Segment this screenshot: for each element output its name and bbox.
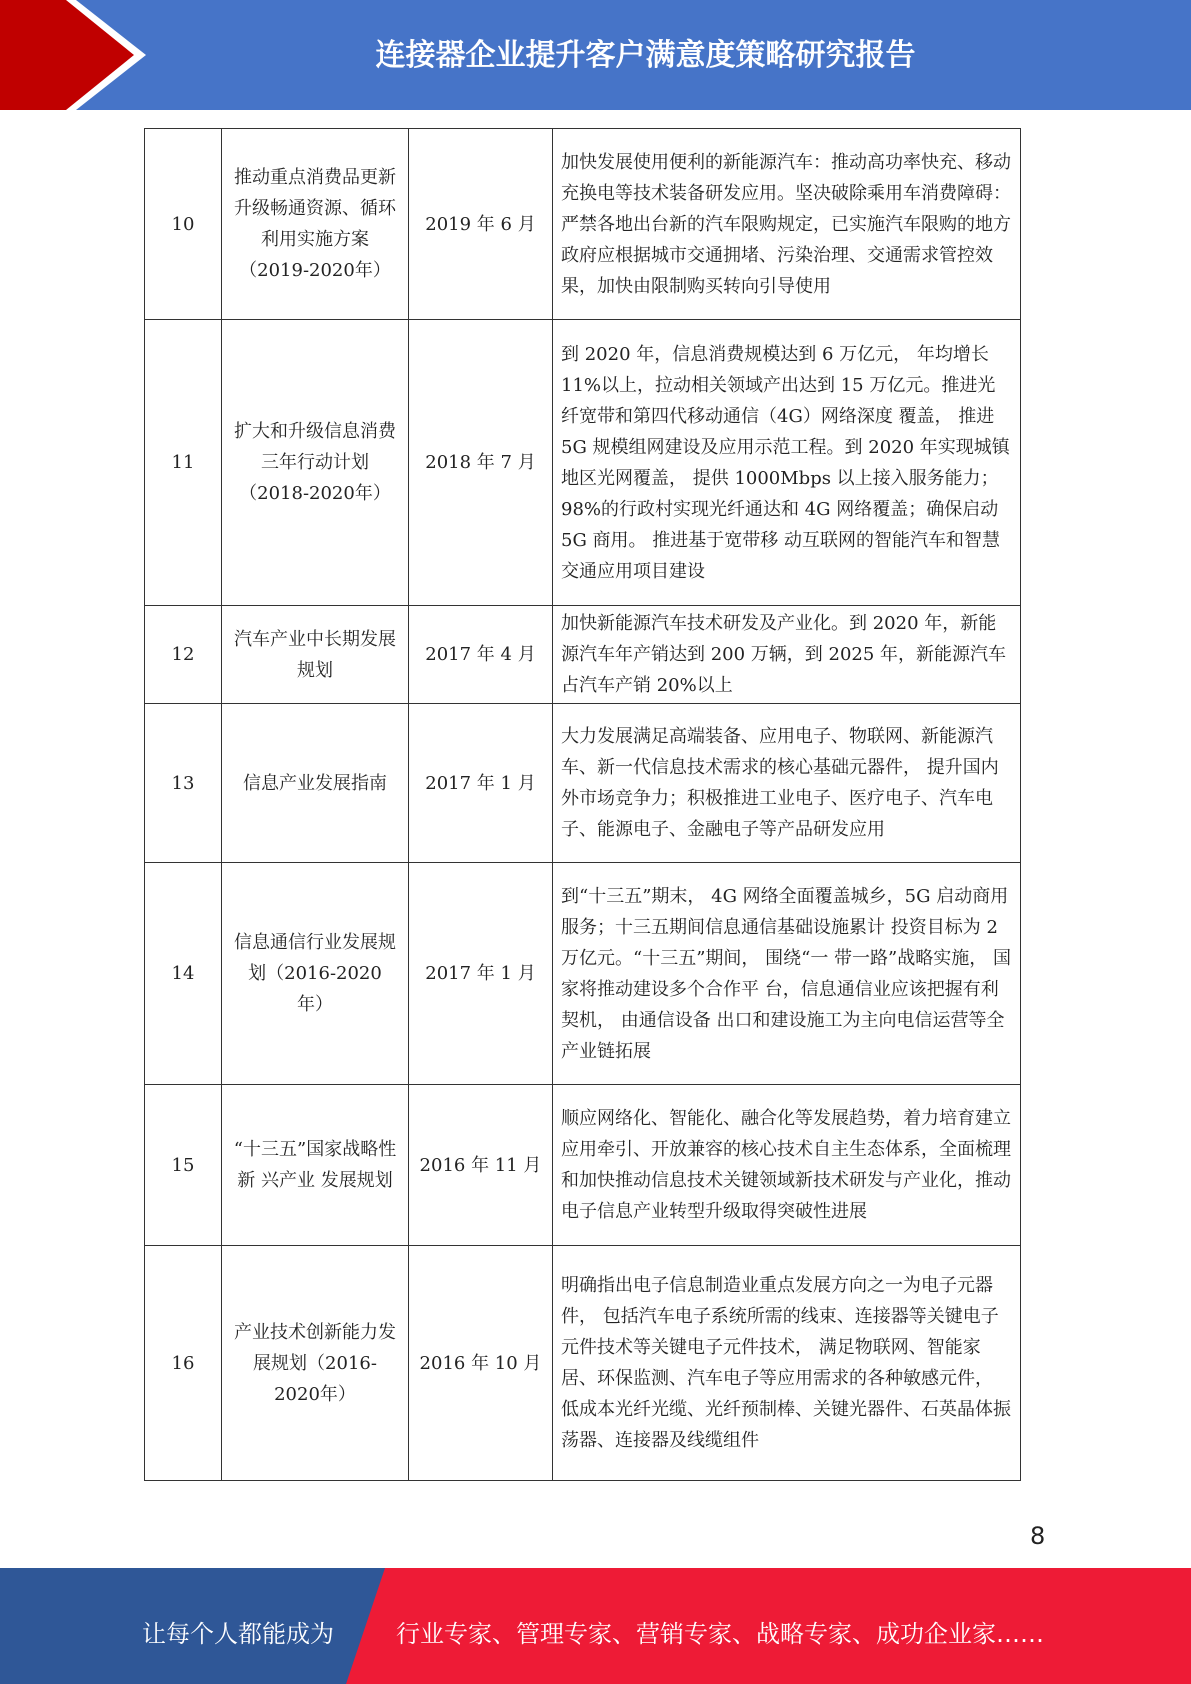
policy-content: 大力发展满足高端装备、应用电子、物联网、新能源汽车、新一代信息技术需求的核心基础元器件， 提升国内外市场竞争力；积极推进工业电子、医疗电子、汽车电子、能源电子、金融电子等产品研发应用: [553, 704, 1021, 863]
policy-content: 加快新能源汽车技术研发及产业化。到 2020 年，新能源汽车年产销达到 200 万辆，到 2025 年，新能源汽车占汽车产销 20%以上: [553, 606, 1021, 704]
policy-title: 扩大和升级信息消费三年行动计划（2018-2020年）: [222, 320, 409, 606]
row-number: 16: [145, 1246, 222, 1481]
policy-content: 到 2020 年，信息消费规模达到 6 万亿元， 年均增长 11%以上，拉动相关领域产出达到 15 万亿元。推进光纤宽带和第四代移动通信（4G）网络深度 覆盖， 推进 5G 规模组网建设及应用示范工程。到 2020 年实现城镇地区光网覆盖， 提供 1000Mbps 以上接入服务能力；98%的行政村实现光纤通达和 4G 网络覆盖；确保启动 5G 商用。 推进基于宽带移 动互联网的智能汽车和智慧交通应用项目建设: [553, 320, 1021, 606]
table-row: [145, 129, 1021, 320]
footer-slogan-left: 让每个人都能成为: [142, 1620, 334, 1648]
policy-title: 推动重点消费品更新升级畅通资源、循环利用实施方案（2019-2020年）: [222, 129, 409, 320]
row-number: 10: [145, 129, 222, 320]
policy-title: 信息通信行业发展规划（2016-2020 年）: [222, 863, 409, 1085]
policy-title: 汽车产业中长期发展规划: [222, 606, 409, 704]
row-number: 14: [145, 863, 222, 1085]
table-row: [145, 320, 1021, 606]
table-row: [145, 606, 1021, 704]
policy-content: 加快发展使用便利的新能源汽车：推动高功率快充、移动充换电等技术装备研发应用。坚决破除乘用车消费障碍：严禁各地出台新的汽车限购规定，已实施汽车限购的地方政府应根据城市交通拥堵、污染治理、交通需求管控效果，加快由限制购买转向引导使用: [553, 129, 1021, 320]
row-number: 13: [145, 704, 222, 863]
row-number: 11: [145, 320, 222, 606]
page-number: 8: [1030, 1522, 1046, 1550]
report-title: 连接器企业提升客户满意度策略研究报告: [375, 38, 916, 73]
table-row: [145, 1085, 1021, 1246]
table-row: [145, 863, 1021, 1085]
policy-table: [144, 128, 1021, 1481]
table-row: [145, 1246, 1021, 1481]
policy-title: “十三五”国家战略性新 兴产业 发展规划: [222, 1085, 409, 1246]
policy-content: 到“十三五”期末， 4G 网络全面覆盖城乡，5G 启动商用服务；十三五期间信息通信基础设施累计 投资目标为 2 万亿元。“十三五”期间， 围绕“一 带一路”战略实施， 国家将推动建设多个合作平 台，信息通信业应该把握有利契机， 由通信设备 出口和建设施工为主向电信运营等全产业链拓展: [553, 863, 1021, 1085]
policy-date: 2019 年 6 月: [409, 129, 553, 320]
policy-date: 2017 年 1 月: [409, 704, 553, 863]
policy-title: 信息产业发展指南: [222, 704, 409, 863]
page-footer: [0, 1568, 1191, 1684]
policy-content: 顺应网络化、智能化、融合化等发展趋势，着力培育建立应用牵引、开放兼容的核心技术自主生态体系，全面梳理和加快推动信息技术关键领域新技术研发与产业化，推动电子信息产业转型升级取得突破性进展: [553, 1085, 1021, 1246]
footer-slogan-right: 行业专家、管理专家、营销专家、战略专家、成功企业家……: [396, 1620, 1044, 1648]
policy-date: 2017 年 1 月: [409, 863, 553, 1085]
policy-date: 2016 年 10 月: [409, 1246, 553, 1481]
table-row: [145, 704, 1021, 863]
row-number: 15: [145, 1085, 222, 1246]
policy-date: 2016 年 11 月: [409, 1085, 553, 1246]
row-number: 12: [145, 606, 222, 704]
policy-date: 2018 年 7 月: [409, 320, 553, 606]
policy-content: 明确指出电子信息制造业重点发展方向之一为电子元器件， 包括汽车电子系统所需的线束、连接器等关键电子元件技术等关键电子元件技术， 满足物联网、智能家居、环保监测、汽车电子等应用需求的各种敏感元件， 低成本光纤光缆、光纤预制棒、关键光器件、石英晶体振荡器、连接器及线缆组件: [553, 1246, 1021, 1481]
page-header: [0, 0, 1191, 110]
policy-title: 产业技术创新能力发展规划（2016-2020年）: [222, 1246, 409, 1481]
policy-date: 2017 年 4 月: [409, 606, 553, 704]
